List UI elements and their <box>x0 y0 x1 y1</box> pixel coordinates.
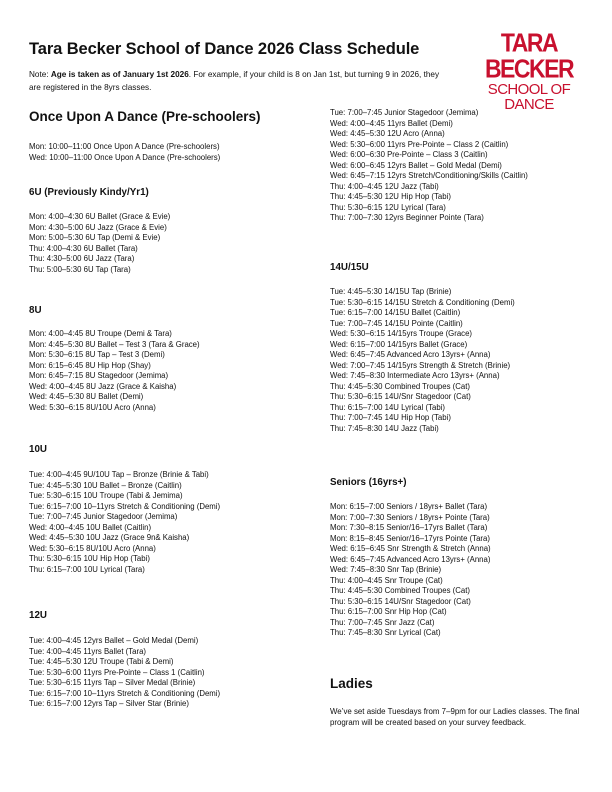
schedule-item: Thu: 7:45–8:30 Snr Lyrical (Cat) <box>330 628 441 637</box>
schedule-item: Thu: 7:00–7:45 Snr Jazz (Cat) <box>330 617 435 627</box>
schedule-item: Thu: 4:30–5:00 6U Jazz (Tara) <box>29 254 135 263</box>
schedule-item: Tue: 5:30–6:15 11yrs Tap – Silver Medal (Brinie) <box>29 678 196 687</box>
schedule-item: Wed: 4:45–5:30 8U Ballet (Demi) <box>29 392 144 401</box>
schedule-item: Thu: 4:45–5:30 Combined Troupes (Cat) <box>330 381 470 391</box>
section-heading-ladies: Ladies <box>330 676 373 691</box>
page-title: Tara Becker School of Dance 2026 Class Schedule <box>29 40 420 58</box>
schedule-item: Mon: 4:45–5:30 8U Ballet – Test 3 (Tara & Grace) <box>29 339 200 349</box>
schedule-item: Mon: 4:00–4:30 6U Ballet (Grace & Evie) <box>29 212 171 221</box>
schedule-item: Thu: 7:45–8:30 14U Jazz (Tabi) <box>330 423 439 433</box>
section-heading-preschool: Once Upon A Dance (Pre-schoolers) <box>29 109 261 124</box>
schedule-item: Mon: 5:00–5:30 6U Tap (Demi & Evie) <box>29 233 161 242</box>
schedule-item: Wed: 4:00–4:45 11yrs Ballet (Demi) <box>330 118 453 128</box>
section-heading-seniors: Seniors (16yrs+) <box>330 477 407 488</box>
schedule-item: Mon: 10:00–11:00 Once Upon A Dance (Pre-schoolers) <box>29 142 220 151</box>
school-logo <box>474 28 584 113</box>
schedule-item: Tue: 6:15–7:00 12yrs Tap – Silver Star (Brinie) <box>29 699 189 708</box>
schedule-item: Tue: 7:00–7:45 14/15U Pointe (Caitlin) <box>330 318 463 328</box>
schedule-item: Wed: 6:15–6:45 Snr Strength & Stretch (Anna) <box>330 544 491 553</box>
list-12u-continued <box>330 108 528 224</box>
section-heading-8u: 8U <box>29 305 42 316</box>
schedule-item: Tue: 4:45–5:30 10U Ballet – Bronze (Caitlin) <box>29 480 182 490</box>
schedule-item: Wed: 4:45–5:30 12U Acro (Anna) <box>330 129 445 138</box>
logo-line-1: TARA BECKER <box>484 28 574 83</box>
schedule-item: Mon: 6:45–7:15 8U Stagedoor (Jemima) <box>29 371 169 380</box>
schedule-item: Wed: 7:45–8:30 Intermediate Acro 13yrs+ (Anna) <box>330 371 500 380</box>
list-seniors <box>330 502 491 639</box>
logo-line-2: SCHOOL OF DANCE <box>487 81 571 113</box>
schedule-item: Mon: 6:15–6:45 8U Hip Hop (Shay) <box>29 360 151 370</box>
list-8u <box>29 329 200 413</box>
list-6u <box>29 212 170 275</box>
schedule-item: Thu: 4:45–5:30 12U Hip Hop (Tabi) <box>330 192 451 201</box>
schedule-item: Thu: 5:30–6:15 12U Lyrical (Tara) <box>330 202 446 212</box>
schedule-item: Wed: 6:45–7:45 Advanced Acro 13yrs+ (Anna) <box>330 554 491 564</box>
note-rest: . For example, if your child is 8 on Jan 1st, but turning 9 in 2026, they are registered in the 8yrs classes. <box>29 70 440 92</box>
schedule-item: Tue: 4:00–4:45 9U/10U Tap – Bronze (Brinie & Tabi) <box>29 470 209 479</box>
schedule-item: Mon: 4:30–5:00 6U Jazz (Grace & Evie) <box>29 222 167 232</box>
list-10u <box>29 470 220 575</box>
schedule-item: Thu: 4:00–4:45 12U Jazz (Tabi) <box>330 181 439 191</box>
ladies-description: We’ve set aside Tuesdays from 7–9pm for our Ladies classes. The final program will be created based on your survey feedback. <box>330 707 580 727</box>
schedule-item: Tue: 6:15–7:00 14/15U Ballet (Caitlin) <box>330 308 461 317</box>
schedule-item: Wed: 4:00–4:45 10U Ballet (Caitlin) <box>29 522 152 532</box>
schedule-item: Tue: 7:00–7:45 Junior Stagedoor (Jemima) <box>330 108 479 117</box>
schedule-item: Thu: 4:00–4:30 6U Ballet (Tara) <box>29 243 138 253</box>
schedule-item: Thu: 5:30–6:15 14U/Snr Stagedoor (Cat) <box>330 596 471 606</box>
age-note <box>29 68 449 94</box>
note-bold: Age is taken as of January 1st 2026 <box>50 70 189 79</box>
schedule-item: Wed: 6:45–7:15 12yrs Stretch/Conditioning/Skills (Caitlin) <box>330 171 528 180</box>
schedule-item: Mon: 7:00–7:30 Seniors / 18yrs+ Pointe (Tara) <box>330 512 490 522</box>
schedule-item: Tue: 5:30–6:15 14/15U Stretch & Conditioning (Demi) <box>330 297 515 307</box>
schedule-item: Tue: 7:00–7:45 Junior Stagedoor (Jemima) <box>29 512 178 521</box>
schedule-item: Wed: 5:30–6:00 11yrs Pre-Pointe – Class 2 (Caitlin) <box>330 139 509 149</box>
schedule-item: Thu: 5:30–6:15 10U Hip Hop (Tabi) <box>29 554 150 563</box>
schedule-item: Wed: 5:30–6:15 8U/10U Acro (Anna) <box>29 402 156 412</box>
schedule-item: Wed: 7:45–8:30 Snr Tap (Brinie) <box>330 565 442 574</box>
note-prefix: Note: <box>29 70 51 79</box>
section-heading-6u: 6U (Previously Kindy/Yr1) <box>29 187 149 198</box>
schedule-item: Thu: 4:45–5:30 Combined Troupes (Cat) <box>330 586 470 595</box>
schedule-item: Tue: 5:30–6:15 10U Troupe (Tabi & Jemima) <box>29 491 183 500</box>
schedule-item: Mon: 8:15–8:45 Senior/16–17yrs Pointe (Tara) <box>330 533 490 543</box>
schedule-item: Wed: 6:15–7:00 14/15yrs Ballet (Grace) <box>330 339 468 349</box>
schedule-item: Thu: 6:15–7:00 Snr Hip Hop (Cat) <box>330 607 447 616</box>
schedule-item: Tue: 4:00–4:45 11yrs Ballet (Tara) <box>29 646 147 656</box>
section-heading-14u-15u: 14U/15U <box>330 262 369 273</box>
list-12u <box>29 636 220 710</box>
schedule-item: Wed: 4:45–5:30 10U Jazz (Grace 9n& Kaisha) <box>29 533 190 542</box>
schedule-item: Tue: 6:15–7:00 10–11yrs Stretch & Conditioning (Demi) <box>29 501 221 511</box>
schedule-item: Thu: 5:00–5:30 6U Tap (Tara) <box>29 264 131 274</box>
list-14u-15u <box>330 287 515 434</box>
schedule-item: Wed: 6:45–7:45 Advanced Acro 13yrs+ (Anna) <box>330 350 491 359</box>
schedule-item: Wed: 6:00–6:45 12yrs Ballet – Gold Medal (Demi) <box>330 160 502 170</box>
schedule-item: Thu: 4:00–4:45 Snr Troupe (Cat) <box>330 575 443 585</box>
schedule-item: Mon: 6:15–7:00 Seniors / 18yrs+ Ballet (Tara) <box>330 502 488 511</box>
schedule-item: Mon: 5:30–6:15 8U Tap – Test 3 (Demi) <box>29 350 165 359</box>
schedule-item: Tue: 4:45–5:30 12U Troupe (Tabi & Demi) <box>29 657 174 666</box>
schedule-item: Wed: 4:00–4:45 8U Jazz (Grace & Kaisha) <box>29 381 177 391</box>
schedule-item: Thu: 5:30–6:15 14U/Snr Stagedoor (Cat) <box>330 392 471 401</box>
list-preschool <box>29 142 220 163</box>
schedule-item: Wed: 10:00–11:00 Once Upon A Dance (Pre-schoolers) <box>29 152 221 162</box>
schedule-item: Wed: 6:00–6:30 Pre-Pointe – Class 3 (Caitlin) <box>330 150 488 159</box>
schedule-item: Thu: 6:15–7:00 14U Lyrical (Tabi) <box>330 402 445 412</box>
schedule-item: Mon: 4:00–4:45 8U Troupe (Demi & Tara) <box>29 329 172 338</box>
schedule-item: Tue: 5:30–6:00 11yrs Pre-Pointe – Class 1 (Caitlin) <box>29 667 205 677</box>
schedule-item: Tue: 4:45–5:30 14/15U Tap (Brinie) <box>330 287 452 296</box>
schedule-item: Thu: 7:00–7:45 14U Hip Hop (Tabi) <box>330 413 451 422</box>
schedule-item: Wed: 5:30–6:15 8U/10U Acro (Anna) <box>29 543 156 553</box>
schedule-item: Tue: 6:15–7:00 10–11yrs Stretch & Conditioning (Demi) <box>29 688 221 698</box>
section-heading-12u: 12U <box>29 610 47 621</box>
schedule-item: Thu: 7:00–7:30 12yrs Beginner Pointe (Tara) <box>330 213 484 222</box>
section-heading-10u: 10U <box>29 444 47 455</box>
schedule-item: Tue: 4:00–4:45 12yrs Ballet – Gold Medal (Demi) <box>29 636 199 645</box>
schedule-item: Mon: 7:30–8:15 Senior/16–17yrs Ballet (Tara) <box>330 523 488 532</box>
schedule-item: Thu: 6:15–7:00 10U Lyrical (Tara) <box>29 564 145 574</box>
schedule-item: Wed: 7:00–7:45 14/15yrs Strength & Stretch (Brinie) <box>330 360 511 370</box>
schedule-item: Wed: 5:30–6:15 14/15yrs Troupe (Grace) <box>330 329 473 338</box>
